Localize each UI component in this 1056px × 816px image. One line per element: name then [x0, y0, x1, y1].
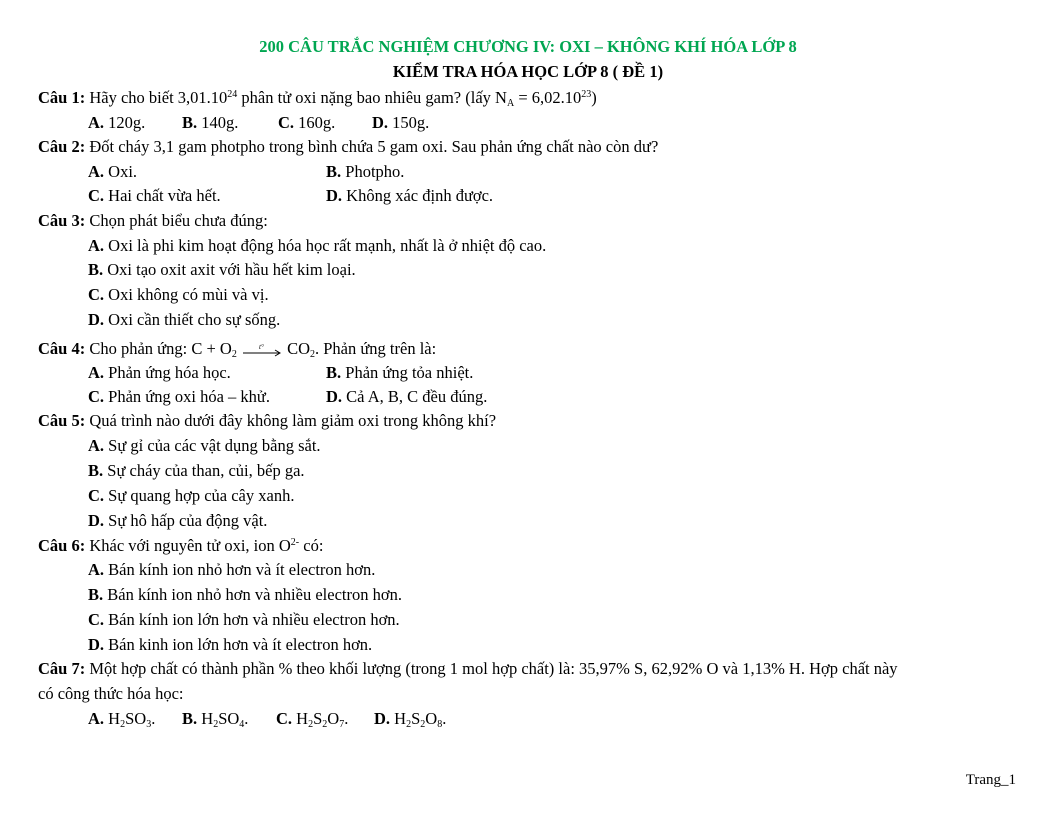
option-6a: A. Bán kính ion nhỏ hơn và ít electron hơn. [88, 560, 376, 579]
option-3c: C. Oxi không có mùi và vị. [88, 285, 269, 304]
question-7-cont: có công thức hóa học: [38, 684, 184, 703]
option-2b: B. Photpho. [326, 162, 405, 181]
page-subtitle: KIỂM TRA HÓA HỌC LỚP 8 ( ĐỀ 1) [392, 62, 664, 81]
option-5d: D. Sự hô hấp của động vật. [88, 511, 268, 530]
option-4b: B. Phản ứng tỏa nhiệt. [326, 363, 474, 382]
option-6d: D. Bán kinh ion lớn hơn và ít electron hơn. [88, 635, 373, 654]
option-2d: D. Không xác định được. [326, 186, 494, 205]
question-6: Câu 6: Khác với nguyên tử oxi, ion $O^{2-}$ có: [38, 536, 324, 555]
option-5a: A. Sự gỉ của các vật dụng bằng sắt. [88, 436, 321, 455]
question-label: Câu 1: [38, 88, 86, 107]
option-3a: A. Oxi là phi kim hoạt động hóa học rất mạnh, nhất là ở nhiệt độ cao. [88, 236, 547, 255]
option-3d: D. Oxi cần thiết cho sự sống. [88, 310, 281, 329]
option-2a: A. Oxi. [88, 162, 138, 181]
option-1b: B. 140g. [182, 113, 239, 132]
option-4d: D. Cả A, B, C đều đúng. [326, 387, 488, 406]
question-4: Câu 4: Cho phản ứng: $C + O_2$ t° $CO_2$. Phản ứng trên là: [38, 339, 437, 360]
page-number: Trang_1 [965, 772, 1016, 788]
option-5b: B. Sự cháy của than, củi, bếp ga. [88, 461, 305, 480]
option-7a: A. $H_2SO_3$. [88, 709, 156, 730]
reaction-arrow-icon [241, 343, 283, 357]
option-5c: C. Sự quang hợp của cây xanh. [88, 486, 295, 505]
question-1: Câu 1: Hãy cho biết 3,01.10$^{24}$ phân tử oxi nặng bao nhiêu gam? (lấy $N_A = 6,02.10^{23}$) [38, 88, 597, 109]
page-title: 200 CÂU TRẮC NGHIỆM CHƯƠNG IV: OXI – KHÔNG KHÍ HÓA LỚP 8 [259, 37, 797, 56]
question-3: Câu 3: Chọn phát biểu chưa đúng: [38, 211, 268, 230]
option-7d: D. $H_2S_2O_8$. [374, 709, 447, 730]
question-5: Câu 5: Quá trình nào dưới đây không làm giảm oxi trong không khí? [38, 411, 497, 430]
option-3b: B. Oxi tạo oxit axit với hầu hết kim loại. [88, 260, 356, 279]
question-7: Câu 7: Một hợp chất có thành phần % theo khối lượng (trong 1 mol hợp chất) là: 35,97% S, 62,92% O và 1,13% H. Hợp chất này [38, 659, 898, 678]
option-4a: A. Phản ứng hóa học. [88, 363, 231, 382]
option-1c: C. 160g. [278, 113, 336, 132]
svg-text:t°: t° [258, 343, 264, 352]
option-1d: D. 150g. [372, 113, 430, 132]
option-7b: B. $H_2SO_4$. [182, 709, 249, 730]
option-6b: B. Bán kính ion nhỏ hơn và nhiều electron hơn. [88, 585, 402, 604]
question-2: Câu 2: Đốt cháy 3,1 gam photpho trong bình chứa 5 gam oxi. Sau phản ứng chất nào còn dư? [38, 137, 659, 156]
option-1a: A. 120g. [88, 113, 146, 132]
option-7c: C. $H_2S_2O_7$. [276, 709, 349, 730]
option-2c: C. Hai chất vừa hết. [88, 186, 221, 205]
option-4c: C. Phản ứng oxi hóa – khử. [88, 387, 270, 406]
option-6c: C. Bán kính ion lớn hơn và nhiều electron hơn. [88, 610, 400, 629]
